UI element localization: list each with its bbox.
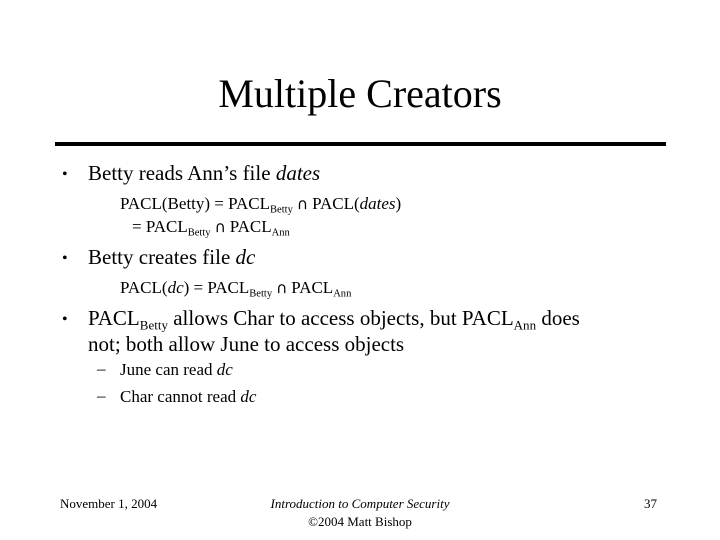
sub-item-2 [120, 386, 256, 408]
formula-3-rhs: PACL [291, 278, 334, 297]
bullet-marker: • [62, 311, 68, 328]
formula-3-italic: dc [167, 278, 184, 297]
bullet-1 [88, 160, 320, 186]
footer-date: November 1, 2004 [60, 496, 158, 511]
formula-2-lhs: = PACL [132, 217, 188, 236]
bullet-2-text: Betty creates file [88, 245, 236, 269]
formula-1-rhs: PACL( [312, 194, 360, 213]
sub-item-1-text: June can read [120, 360, 217, 379]
bullet-2-italic: dc [235, 245, 256, 269]
bullet-marker: • [62, 166, 68, 183]
intersection-symbol: ∩ [214, 218, 226, 236]
footer-center [230, 495, 490, 531]
bullet-1-text: Betty reads Ann’s file [88, 161, 276, 185]
dash-marker: – [97, 359, 106, 378]
bullet-3-line-2: not; both allow June to access objects [88, 332, 405, 356]
title-underline [55, 142, 666, 146]
footer-copyright: ©2004 Matt Bishop [308, 514, 412, 529]
bullet-1-italic: dates [275, 161, 321, 185]
sub-item-2-italic: dc [240, 387, 257, 406]
bullet-3-sub1: Betty [139, 317, 168, 333]
bullet-2 [88, 244, 255, 270]
formula-3-lhs: PACL( [120, 278, 168, 297]
formula-2-rhs: PACL [229, 217, 272, 236]
bullet-3-part1: PACL [88, 306, 140, 330]
formula-2 [132, 216, 290, 238]
dash-marker: – [97, 386, 106, 405]
sub-item-2-text: Char cannot read [120, 387, 241, 406]
intersection-symbol: ∩ [296, 195, 309, 213]
intersection-symbol: ∩ [276, 279, 288, 297]
formula-3-mid: ) = PACL [183, 278, 250, 297]
formula-2-sub2: Ann [271, 227, 290, 239]
bullet-3-part3: does [536, 306, 580, 330]
bullet-3-sub2: Ann [513, 317, 537, 333]
formula-1-close: ) [395, 194, 402, 213]
footer-page-number: 37 [644, 496, 657, 511]
formula-1 [120, 193, 401, 215]
formula-1-italic: dates [359, 194, 396, 213]
formula-3-sub2: Ann [333, 288, 352, 300]
footer-course: Introduction to Computer Security [270, 496, 450, 511]
formula-1-lhs: PACL(Betty) = PACL [120, 194, 271, 213]
bullet-3-part2: allows Char to access objects, but PACL [167, 306, 514, 330]
sub-item-1-italic: dc [216, 360, 233, 379]
bullet-3 [88, 305, 580, 331]
formula-1-sub: Betty [270, 204, 293, 216]
sub-item-1 [120, 359, 233, 381]
bullet-marker: • [62, 250, 68, 267]
slide-title: Multiple Creators [218, 71, 502, 116]
formula-3 [120, 277, 351, 299]
formula-3-sub1: Betty [249, 288, 273, 300]
formula-2-sub1: Betty [187, 227, 211, 239]
